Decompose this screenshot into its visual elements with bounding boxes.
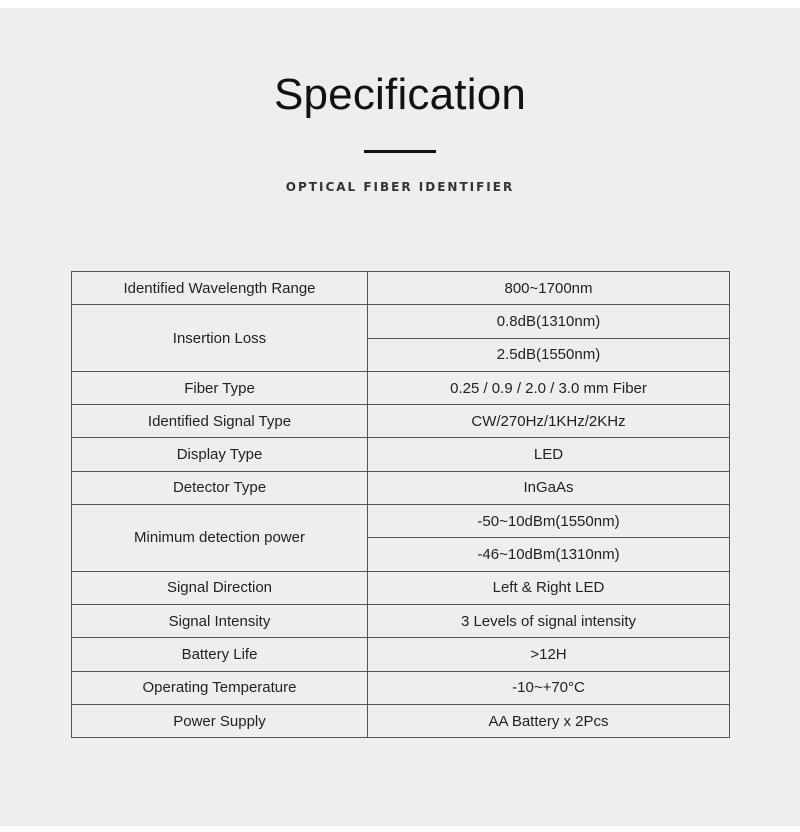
spec-label: Signal Intensity (72, 604, 368, 637)
spec-value: Left & Right LED (368, 571, 730, 604)
page-subtitle: OPTICAL FIBER IDENTIFIER (285, 180, 515, 194)
table-row (72, 438, 730, 471)
table-row (72, 371, 730, 404)
spec-label: Insertion Loss (72, 305, 368, 372)
page-title: Specification (273, 70, 527, 119)
spec-value: LED (368, 438, 730, 471)
table-row (72, 638, 730, 671)
table-row (72, 272, 730, 305)
spec-value: -10~+70°C (368, 671, 730, 704)
table-row (72, 571, 730, 604)
spec-value: 0.25 / 0.9 / 2.0 / 3.0 mm Fiber (368, 371, 730, 404)
spec-value: 2.5dB(1550nm) (368, 338, 730, 371)
spec-label: Display Type (72, 438, 368, 471)
table-row (72, 405, 730, 438)
title-underline (364, 150, 436, 153)
table-row (72, 305, 730, 338)
spec-value: -50~10dBm(1550nm) (368, 505, 730, 538)
spec-value: 0.8dB(1310nm) (368, 305, 730, 338)
spec-table-body (72, 272, 730, 738)
table-row (72, 704, 730, 737)
spec-value: AA Battery x 2Pcs (368, 704, 730, 737)
spec-value: CW/270Hz/1KHz/2KHz (368, 405, 730, 438)
table-row (72, 505, 730, 538)
spec-value: InGaAs (368, 471, 730, 504)
spec-label: Minimum detection power (72, 505, 368, 572)
spec-label: Operating Temperature (72, 671, 368, 704)
spec-label: Fiber Type (72, 371, 368, 404)
spec-value: 800~1700nm (368, 272, 730, 305)
table-row (72, 604, 730, 637)
spec-label: Battery Life (72, 638, 368, 671)
spec-value: -46~10dBm(1310nm) (368, 538, 730, 571)
spec-value: >12H (368, 638, 730, 671)
spec-label: Power Supply (72, 704, 368, 737)
spec-label: Signal Direction (72, 571, 368, 604)
table-row (72, 471, 730, 504)
table-row (72, 671, 730, 704)
spec-label: Identified Wavelength Range (72, 272, 368, 305)
spec-value: 3 Levels of signal intensity (368, 604, 730, 637)
spec-label: Identified Signal Type (72, 405, 368, 438)
spec-label: Detector Type (72, 471, 368, 504)
spec-table (71, 271, 730, 738)
